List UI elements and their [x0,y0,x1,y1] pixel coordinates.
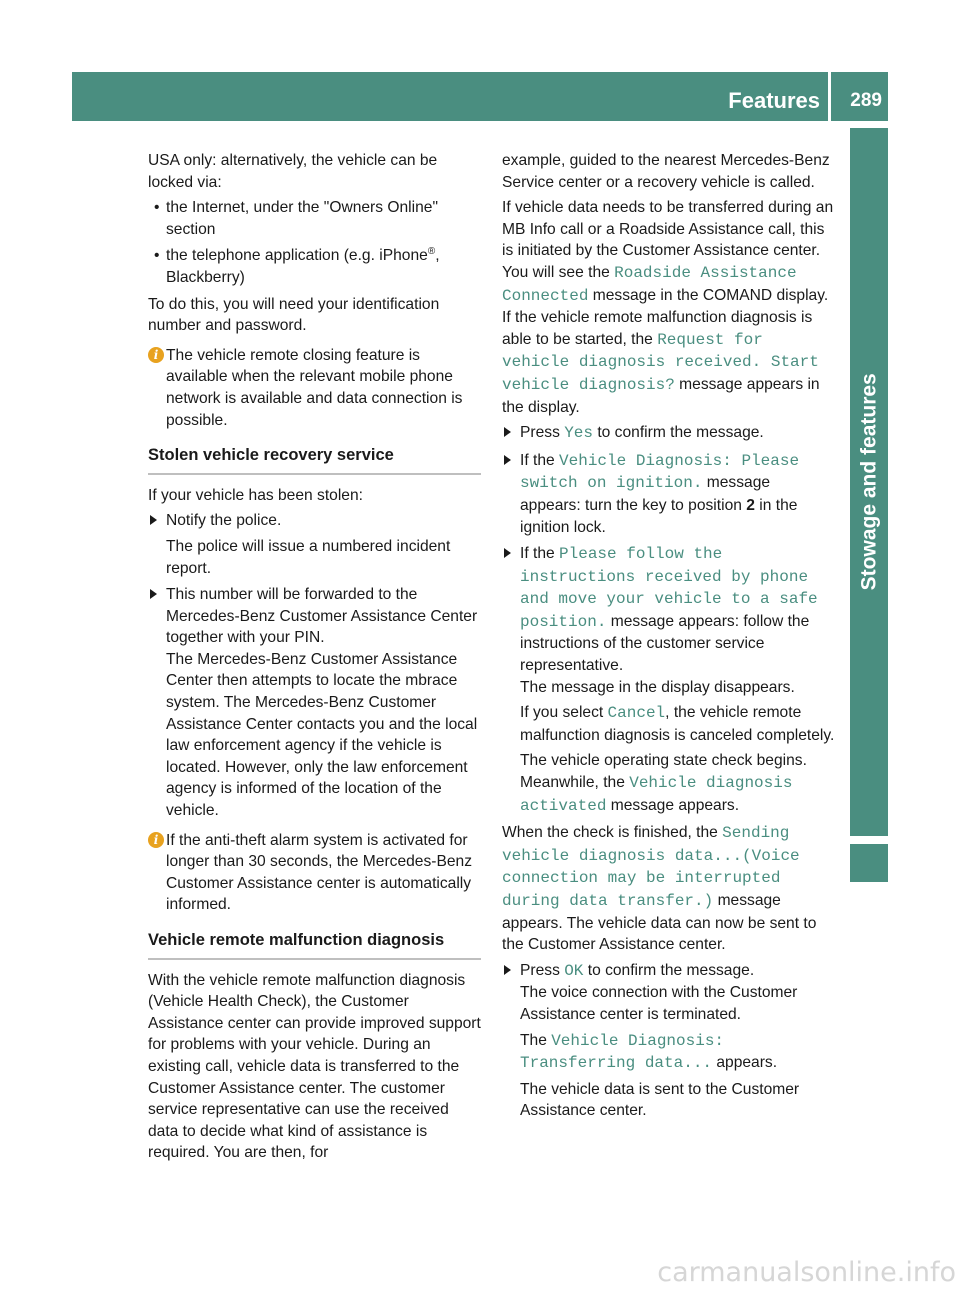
step-switch-ignition: If the Vehicle Diagnosis: Please switch on ignition. message appears: turn the key to position 2 in the ignition lock. [502,450,835,538]
bullet-internet: • the Internet, under the "Owners Online" section [148,197,481,240]
info-note-remote-closing: i The vehicle remote closing feature is available when the relevant mobile phone network is available and data connection is possible. [148,345,481,431]
registered-mark: ® [427,246,436,258]
intro-text: USA only: alternatively, the vehicle can be locked via: [148,152,438,191]
display-msg-cancel: Cancel [607,704,666,723]
display-msg-request: Request for vehicle diagnosis received. Start vehicle diagnosis? [502,330,819,394]
credentials-text: To do this, you will need your identification number and password. [148,295,440,335]
display-msg-transferring: Vehicle Diagnosis: Transferring data... [520,1031,725,1073]
step-notify-police: Notify the police. The police will issue a numbered incident report. [148,510,481,579]
display-msg-yes: Yes [564,424,594,443]
heading-stolen-vehicle: Stolen vehicle recovery service [148,445,481,475]
continued-text: example, guided to the nearest Mercedes-Benz Service center or a recovery vehicle is called. [502,152,830,191]
heading-remote-diagnosis: Vehicle remote malfunction diagnosis [148,930,481,960]
check-finished-text: When the check is finished, the Sending vehicle diagnosis data...(Voice connection may be interrupted during data transfer.) message appears. The vehicle data can now be sent to the Customer Assistance center. [502,824,817,954]
diagnosis-intro: With the vehicle remote malfunction diagnosis (Vehicle Health Check), the Customer Assistance center can provide improved support for problems with your vehicle. During an existing call, vehicle data is transferred to the Customer Assistance center. The customer service representative can use the received data to decide what kind of assistance is required. You are then, for [148,971,481,1162]
watermark: carmanualsonline.info [657,1257,956,1288]
display-msg-activated: Vehicle diagnosis activated [520,774,793,815]
chapter-tab [850,128,888,836]
chapter-marker [850,844,888,882]
right-column [502,150,835,1127]
chapter-label: Stowage and features [857,373,881,591]
step-press-yes: Press Yes to confirm the message. [502,422,835,445]
info-note-anti-theft: i If the anti-theft alarm system is activated for longer than 30 seconds, the Mercedes-Benz Customer Assistance center is automatically informed. [148,830,481,916]
header-divider [828,72,831,121]
bullet-telephone-app: • the telephone application (e.g. iPhone®, Blackberry) [148,245,481,288]
section-title: Features [728,88,820,113]
page-number: 289 [850,90,882,111]
display-msg-ignition: Vehicle Diagnosis: Please switch on ignition. [520,451,800,493]
display-msg-follow: Please follow the instructions received by phone and move your vehicle to a safe position. [520,545,818,631]
step-forward-number: This number will be forwarded to the Mercedes-Benz Customer Assistance Center together with your PIN. The Mercedes-Benz Customer Assistance Center then attempts to locate the mbrace system. The Mercedes-Benz Customer Assistance Center contacts you and the local law enforcement agency if the vehicle is located. However, only the law enforcement agency is informed of the location of the vehicle. [148,584,481,822]
display-msg-roadside: Roadside Assistance Connected [502,263,797,305]
left-column [148,150,481,1168]
stolen-intro: If your vehicle has been stolen: [148,486,363,504]
info-icon: i [148,347,164,363]
page-header [72,72,888,121]
step-press-ok: Press OK to confirm the message. The voice connection with the Customer Assistance center is terminated. The Vehicle Diagnosis: Transferring data... appears. The vehicle data is sent to the Customer Assistance center. [502,960,835,1122]
display-msg-ok: OK [564,961,584,980]
step-follow-instructions: If the Please follow the instructions received by phone and move your vehicle to a safe position. message appears: follow the instructions of the customer service representative. The message in the display disappears. If you select Cancel, the vehicle remote malfunction diagnosis is canceled completely. The vehicle operating state check begins. Meanwhile, the Vehicle diagnosis activated message appears. [502,543,835,817]
transfer-text: If vehicle data needs to be transferred during an MB Info call or a Roadside Assistance call, this is initiated by the Customer Assistance center. You will see the Roadside Assistance Connected message in the COMAND display. If the vehicle remote malfunction diagnosis is able to be started, the Request for vehicle diagnosis received. Start vehicle diagnosis? message appears in the display. [502,199,834,416]
info-icon: i [148,832,164,848]
display-msg-sending: Sending vehicle diagnosis data...(Voice connection may be interrupted during data transfer.) [502,824,800,910]
